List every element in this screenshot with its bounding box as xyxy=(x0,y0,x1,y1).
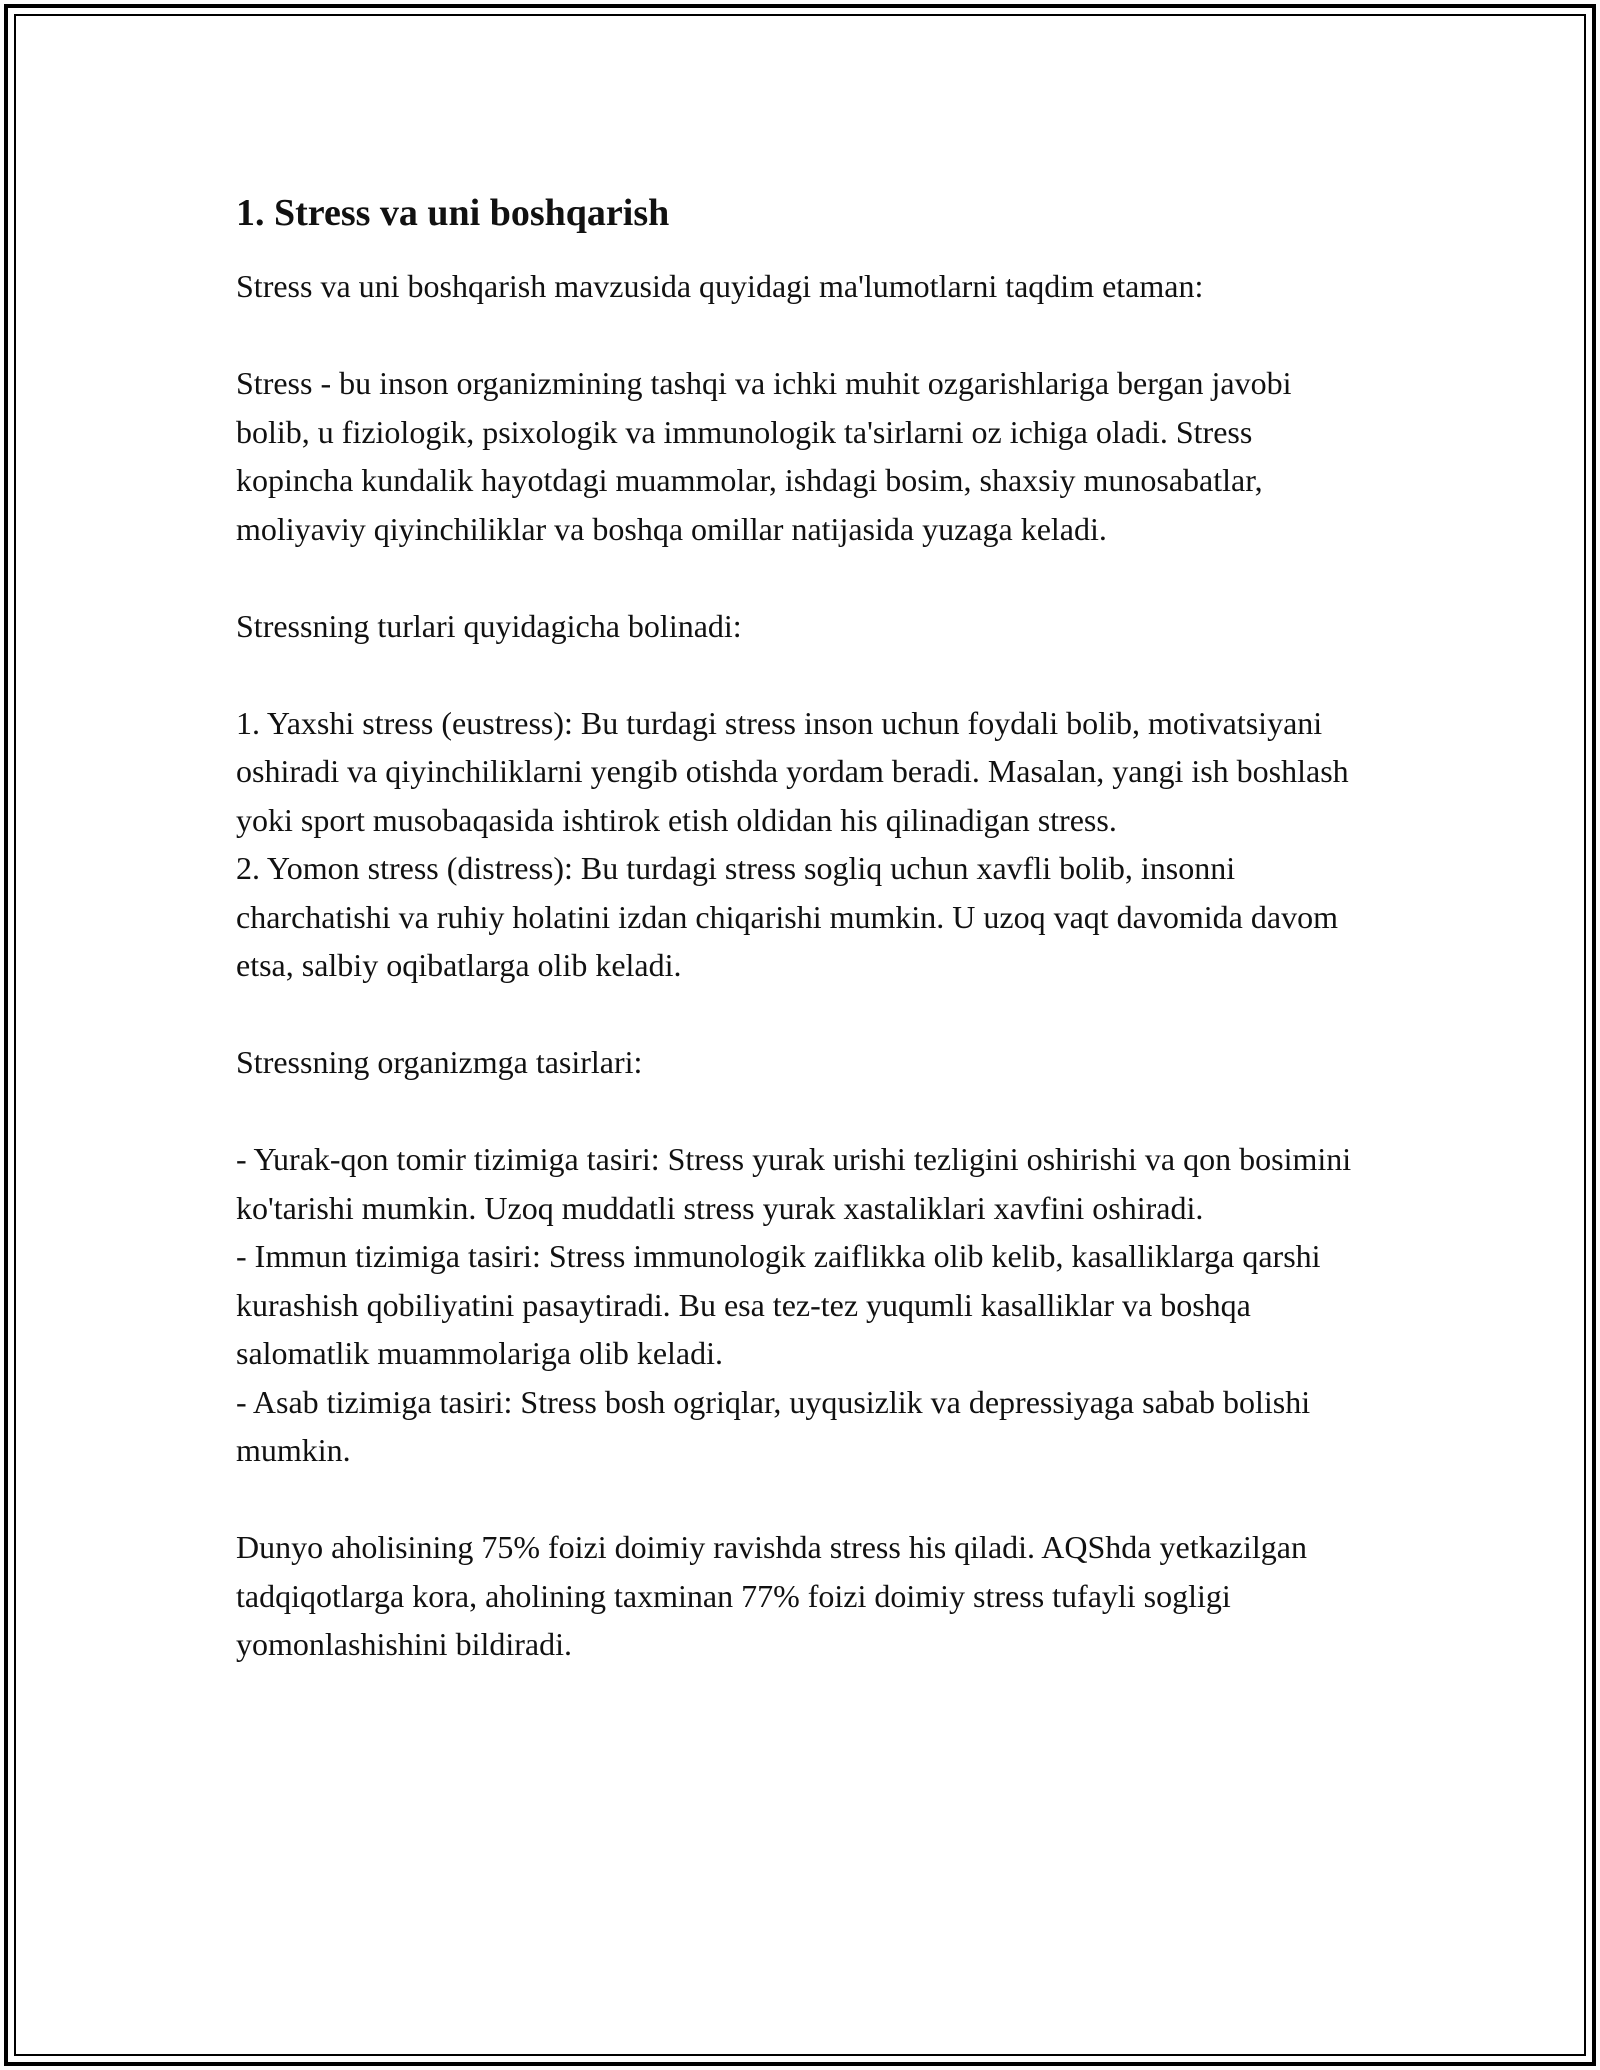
paragraph-gap xyxy=(236,650,1366,699)
types-heading: Stressning turlari quyidagicha bolinadi: xyxy=(236,607,742,644)
paragraph-gap xyxy=(236,1475,1366,1524)
paragraph-gap xyxy=(236,311,1366,360)
effects-heading: Stressning organizmga tasirlari: xyxy=(236,1044,643,1080)
document-body xyxy=(236,188,1366,1669)
definition-paragraph: Stress - bu inson organizmining tashqi va ichki muhit ozgarishlariga bergan javobi bolib, u fiziologik, psixologik va immunologik ta'sirlarni oz ichiga oladi. Stress kopincha kundalik hayotdagi muammolar, ishdagi bosim, shaxsiy munosabatlar, moliyaviy qiyinchiliklar va boshqa omillar natijasida yuzaga keladi. xyxy=(236,365,1292,547)
paragraph-gap xyxy=(236,1087,1366,1136)
type-item-eustress: 1. Yaxshi stress (eustress): Bu turdagi stress inson uchun foydali bolib, motivatsiyani oshiradi va qiyinchiliklarni yengib otishda yordam beradi. Masalan, yangi ish boshlash yoki sport musobaqasida ishtirok etish oldidan his qilinadigan stress. xyxy=(236,704,1349,838)
effect-item-cardiovascular: - Yurak-qon tomir tizimiga tasiri: Stress yurak urishi tezligini oshirishi va qon bosimini ko'tarishi mumkin. Uzoq muddatli stress yurak xastaliklari xavfini oshiradi. xyxy=(236,1141,1352,1226)
paragraph-gap xyxy=(236,990,1366,1039)
effect-item-nervous: - Asab tizimiga tasiri: Stress bosh ogriqlar, uyqusizlik va depressiyaga sabab bolishi mumkin. xyxy=(236,1383,1311,1468)
paragraph-gap xyxy=(236,553,1366,602)
type-item-distress: 2. Yomon stress (distress): Bu turdagi stress sogliq uchun xavfli bolib, insonni charchatishi va ruhiy holatini izdan chiqarishi mumkin. U uzoq vaqt davomida davom etsa, salbiy oqibatlarga olib keladi. xyxy=(236,850,1338,983)
intro-paragraph: Stress va uni boshqarish mavzusida quyidagi ma'lumotlarni taqdim etaman: xyxy=(236,268,1204,304)
document-title: 1. Stress va uni boshqarish xyxy=(236,192,670,234)
effect-item-immune: - Immun tizimiga tasiri: Stress immunologik zaiflikka olib kelib, kasalliklarga qarshi kurashish qobiliyatini pasaytiradi. Bu esa tez-tez yuqumli kasalliklar va boshqa salomatlik muammolariga olib keladi. xyxy=(236,1238,1321,1371)
statistics-paragraph: Dunyo aholisining 75% foizi doimiy ravishda stress his qiladi. AQShda yetkazilgan tadqiqotlarga kora, aholining taxminan 77% foizi doimiy stress tufayli sogligi yomonlashishini bildiradi. xyxy=(236,1529,1307,1662)
